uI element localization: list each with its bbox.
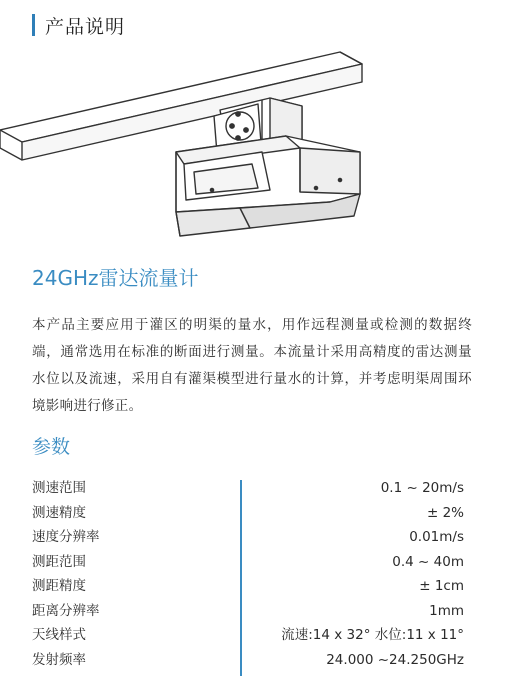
product-description: 本产品主要应用于灌区的明渠的量水，用作远程测量或检测的数据终端，通常选用在标准的断面进行测量。本流量计采用高精度的雷达测量水位以及流速，采用自有灌渠模型进行量水的计算，并考虑明渠周围环境影响进行修正。 xyxy=(32,317,472,414)
param-row xyxy=(32,501,464,526)
param-value: 24.000 ~24.250GHz xyxy=(326,651,464,668)
param-label: 测速范围 xyxy=(32,480,86,496)
sensor-housing xyxy=(176,136,360,236)
param-label: 测速精度 xyxy=(32,504,86,521)
params-table xyxy=(32,476,464,672)
param-value: 0.1 ~ 20m/s xyxy=(380,480,464,496)
param-value: 0.01m/s xyxy=(409,529,464,545)
param-label: 测距精度 xyxy=(32,578,86,594)
param-label: 发射频率 xyxy=(32,651,86,668)
radar-flowmeter-illustration xyxy=(0,40,508,240)
param-value: 流速:14 x 32° 水位:11 x 11° xyxy=(281,627,464,643)
param-label: 天线样式 xyxy=(32,627,86,643)
param-label: 速度分辨率 xyxy=(32,529,100,545)
param-row xyxy=(32,476,464,501)
param-value: ± 1cm xyxy=(419,578,464,594)
param-value: 1mm xyxy=(429,602,464,619)
section-header xyxy=(32,12,125,38)
param-row xyxy=(32,648,464,673)
param-row xyxy=(32,599,464,624)
param-label: 测距范围 xyxy=(32,553,86,570)
param-row xyxy=(32,574,464,599)
param-row xyxy=(32,623,464,648)
product-name: 24GHz雷达流量计 xyxy=(32,266,199,290)
section-accent-bar xyxy=(32,14,35,36)
params-title: 参数 xyxy=(32,436,71,458)
param-value: 0.4 ~ 40m xyxy=(392,553,464,570)
param-value: ± 2% xyxy=(426,504,464,521)
param-label: 距离分辨率 xyxy=(32,602,100,619)
param-row xyxy=(32,525,464,550)
section-title: 产品说明 xyxy=(45,15,126,38)
param-row xyxy=(32,550,464,575)
adjustment-knob xyxy=(226,112,254,140)
